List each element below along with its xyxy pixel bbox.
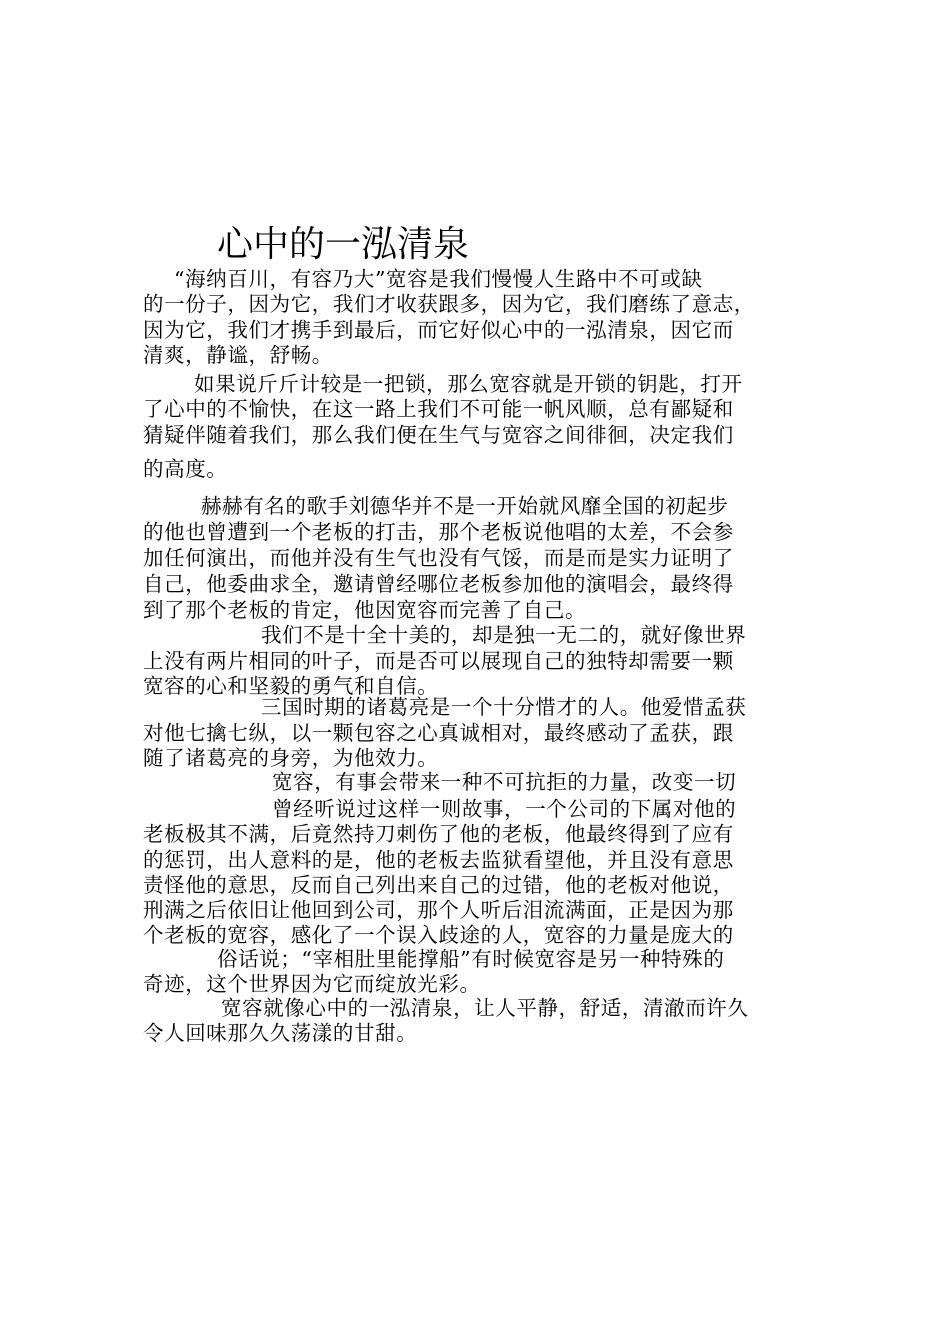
text-line: 令人回味那久久荡漾的甘甜。 bbox=[143, 1021, 418, 1045]
text-line: 宽容的心和坚毅的勇气和自信。 bbox=[143, 674, 439, 698]
text-line: 的高度。 bbox=[143, 457, 228, 481]
text-line: 个老板的宽容，感化了一个误入歧途的人，宽容的力量是庞大的 bbox=[143, 923, 734, 947]
text-line: 曾经听说过这样一则故事，一个公司的下属对他的 bbox=[272, 797, 737, 821]
text-line: 宽容就像心中的一泓清泉，让人平静，舒适，清澈而许久 bbox=[221, 996, 749, 1020]
text-line: 三国时期的诸葛亮是一个十分惜才的人。他爱惜孟获 bbox=[261, 695, 747, 719]
text-line: 的惩罚，出人意料的是，他的老板去监狱看望他，并且没有意思 bbox=[143, 848, 734, 872]
text-line: 因为它，我们才携手到最后，而它好似心中的一泓清泉，因它而 bbox=[143, 318, 734, 342]
text-line: 赫赫有名的歌手刘德华并不是一开始就风靡全国的初起步 bbox=[201, 494, 729, 518]
text-line: 清爽，静谧，舒畅。 bbox=[143, 343, 333, 367]
text-line: 如果说斤斤计较是一把锁，那么宽容就是开锁的钥匙，打开 bbox=[194, 372, 743, 396]
text-line: 我们不是十全十美的，却是独一无二的，就好像世界 bbox=[261, 623, 747, 647]
text-line: 上没有两片相同的叶子，而是否可以展现自己的独特却需要一颗 bbox=[143, 649, 734, 673]
document-title: 心中的一泓清泉 bbox=[217, 224, 470, 265]
text-line: 猜疑伴随着我们，那么我们便在生气与宽容之间徘徊，决定我们 bbox=[143, 423, 734, 447]
text-line: 的他也曾遭到一个老板的打击，那个老板说他唱的太差，不会参 bbox=[143, 520, 734, 544]
text-line: 加任何演出，而他并没有生气也没有气馁，而是而是实力证明了 bbox=[143, 546, 734, 570]
text-line: 对他七擒七纵，以一颗包容之心真诚相对，最终感动了孟获，跟 bbox=[143, 721, 734, 745]
text-line: 自己，他委曲求全，邀请曾经哪位老板参加他的演唱会，最终得 bbox=[143, 572, 734, 596]
text-line: 俗话说；“宰相肚里能撑船”有时候宽容是另一种特殊的 bbox=[217, 947, 725, 971]
text-line: 宽容，有事会带来一种不可抗拒的力量，改变一切 bbox=[272, 770, 737, 794]
text-line: 刑满之后依旧让他回到公司，那个人听后泪流满面，正是因为那 bbox=[143, 898, 734, 922]
text-line: 到了那个老板的肯定，他因宽容而完善了自己。 bbox=[143, 598, 587, 622]
text-line: “海纳百川，有容乃大”宽容是我们慢慢人生路中不可或缺 bbox=[174, 267, 703, 291]
text-line: 的一份子，因为它，我们才收获跟多，因为它，我们磨练了意志， bbox=[143, 292, 755, 316]
text-line: 了心中的不愉快，在这一路上我们不可能一帆风顺，总有鄙疑和 bbox=[143, 397, 734, 421]
text-line: 老板极其不满，后竟然持刀刺伤了他的老板，他最终得到了应有 bbox=[143, 822, 734, 846]
text-line: 随了诸葛亮的身旁，为他效力。 bbox=[143, 746, 439, 770]
text-line: 奇迹，这个世界因为它而绽放光彩。 bbox=[143, 972, 481, 996]
text-line: 责怪他的意思，反而自己列出来自己的过错，他的老板对他说， bbox=[143, 873, 734, 897]
